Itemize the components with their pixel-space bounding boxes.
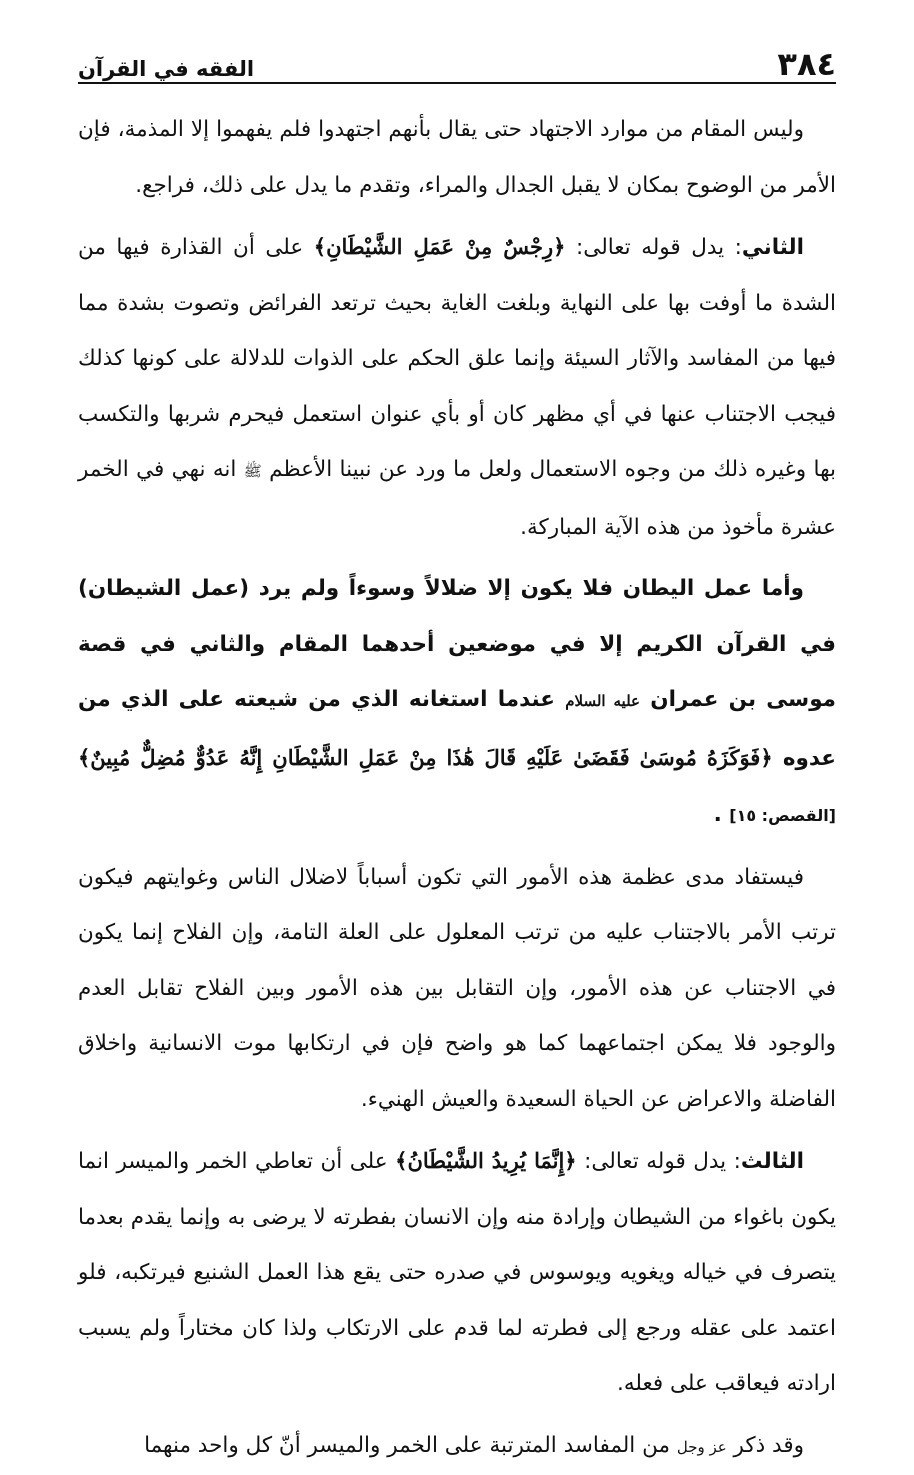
honorific-god: عز وجل [677,1438,727,1456]
section-lead-second: الثاني [742,235,804,260]
running-title: الفقه في القرآن [78,59,254,80]
section-lead-third: الثالث [741,1149,804,1174]
paragraph-3-text-b: عندما استغانه الذي من شيعته على الذي من عدوه [78,687,836,771]
paragraph-5-text-b: على أن تعاطي الخمر والميسر انما يكون باغواء من الشيطان وإرادة منه وإن الانسان بفطرته لا يرضى به وإنما يقدم بعدما يتصرف في خياله ويغويه ويوسوس في صدره حتى يقع هذا العمل الشنيع فيرتكبه، فلو اعتمد على عقله ورجع إلى فطرته لما قدم على الارتكاب ولذا كان مختاراً ولم يسبب ارادته فيعاقب على فعله. [78,1149,836,1396]
paragraph-5-text-a: : يدل قوله تعالى: [577,1149,741,1174]
page-header [78,30,836,84]
paragraph-2 [78,219,836,555]
verse-citation: [القصص: ١٥] [729,806,836,825]
paragraph-4: فيستفاد مدى عظمة هذه الأمور التي تكون أسباباً لاضلال الناس وغوايتهم فيكون ترتب الأمر بالاجتناب عليه من ترتب المعلول على العلة التامة، وإن الفلاح إنما يكون في الاجتناب عن هذه الأمور، وإن التقابل بين هذه الأمور وبين الفلاح تقابل العدم والوجود فلا يمكن اجتماعهما كما هو واضح فإن في ارتكابها موت الانسانية واخلاق الفاضلة والاعراض عن الحياة السعيدة والعيش الهنيء. [78,850,836,1128]
page-number: ٣٨٤ [777,48,836,80]
quran-verse-3: ﴿إِنَّمَا يُرِيدُ الشَّيْطَانُ﴾ [395,1148,576,1173]
honorific-prophet: ﷺ [244,462,262,480]
paragraph-1: وليس المقام من موارد الاجتهاد حتى يقال بأنهم اجتهدوا فلم يفهموا إلا المذمة، فإن الأمر من الوضوح بمكان لا يقبل الجدال والمراء، وتقدم ما يدل على ذلك، فراجع. [78,102,836,213]
paragraph-6-text-a: وقد ذكر [727,1433,804,1458]
paragraph-2-text-b: على أن القذارة فيها من الشدة ما أوفت بها على النهاية وبلغت الغاية بحيث ترتعد الفرائض وتصوت بشدة مما فيها من المفاسد والآثار السيئة وإنما علق الحكم على الذوات للدلالة على كونها كذلك فيجب الاجتناب عنها في أي مظهر كان أو بأي عنوان استعمل فيحرم شربها والتكسب بها وغيره ذلك من وجوه الاستعمال ولعل ما ورد عن نبينا الأعظم [78,235,836,482]
paragraph-3-text-c: . [714,802,730,827]
paragraph-2-text-a: : يدل قوله تعالى: [565,235,741,260]
quran-verse-1: ﴿رِجْسٌ مِنْ عَمَلِ الشَّيْطَانِ﴾ [314,234,566,259]
paragraph-5 [78,1133,836,1412]
paragraph-3 [78,561,836,844]
honorific-musa: عليه السلام [565,692,640,710]
paragraph-6-text-b: من المفاسد المترتبة على الخمر والميسر أنّ كل واحد منهما [144,1433,677,1458]
paragraph-3-text-a: وأما عمل اليطان فلا يكون إلا ضلالاً وسوءاً ولم يرد (عمل الشيطان) في القرآن الكريم إلا في موضعين أحدهما المقام والثاني في قصة موسى بن عمران [78,576,836,712]
book-page [78,30,836,1266]
paragraph-2-text-c: انه نهي في الخمر عشرة مأخوذ من هذه الآية المباركة. [78,457,836,540]
paragraph-6 [78,1418,836,1475]
quran-verse-2: ﴿فَوَكَزَهُ مُوسَىٰ فَقَضَىٰ عَلَيْهِ قَالَ هَٰذَا مِنْ عَمَلِ الشَّيْطَانِ إِنَّهُ عَدُوٌّ مُضِلٌّ مُبِينٌ﴾ [78,745,773,770]
page-body [78,102,836,1475]
